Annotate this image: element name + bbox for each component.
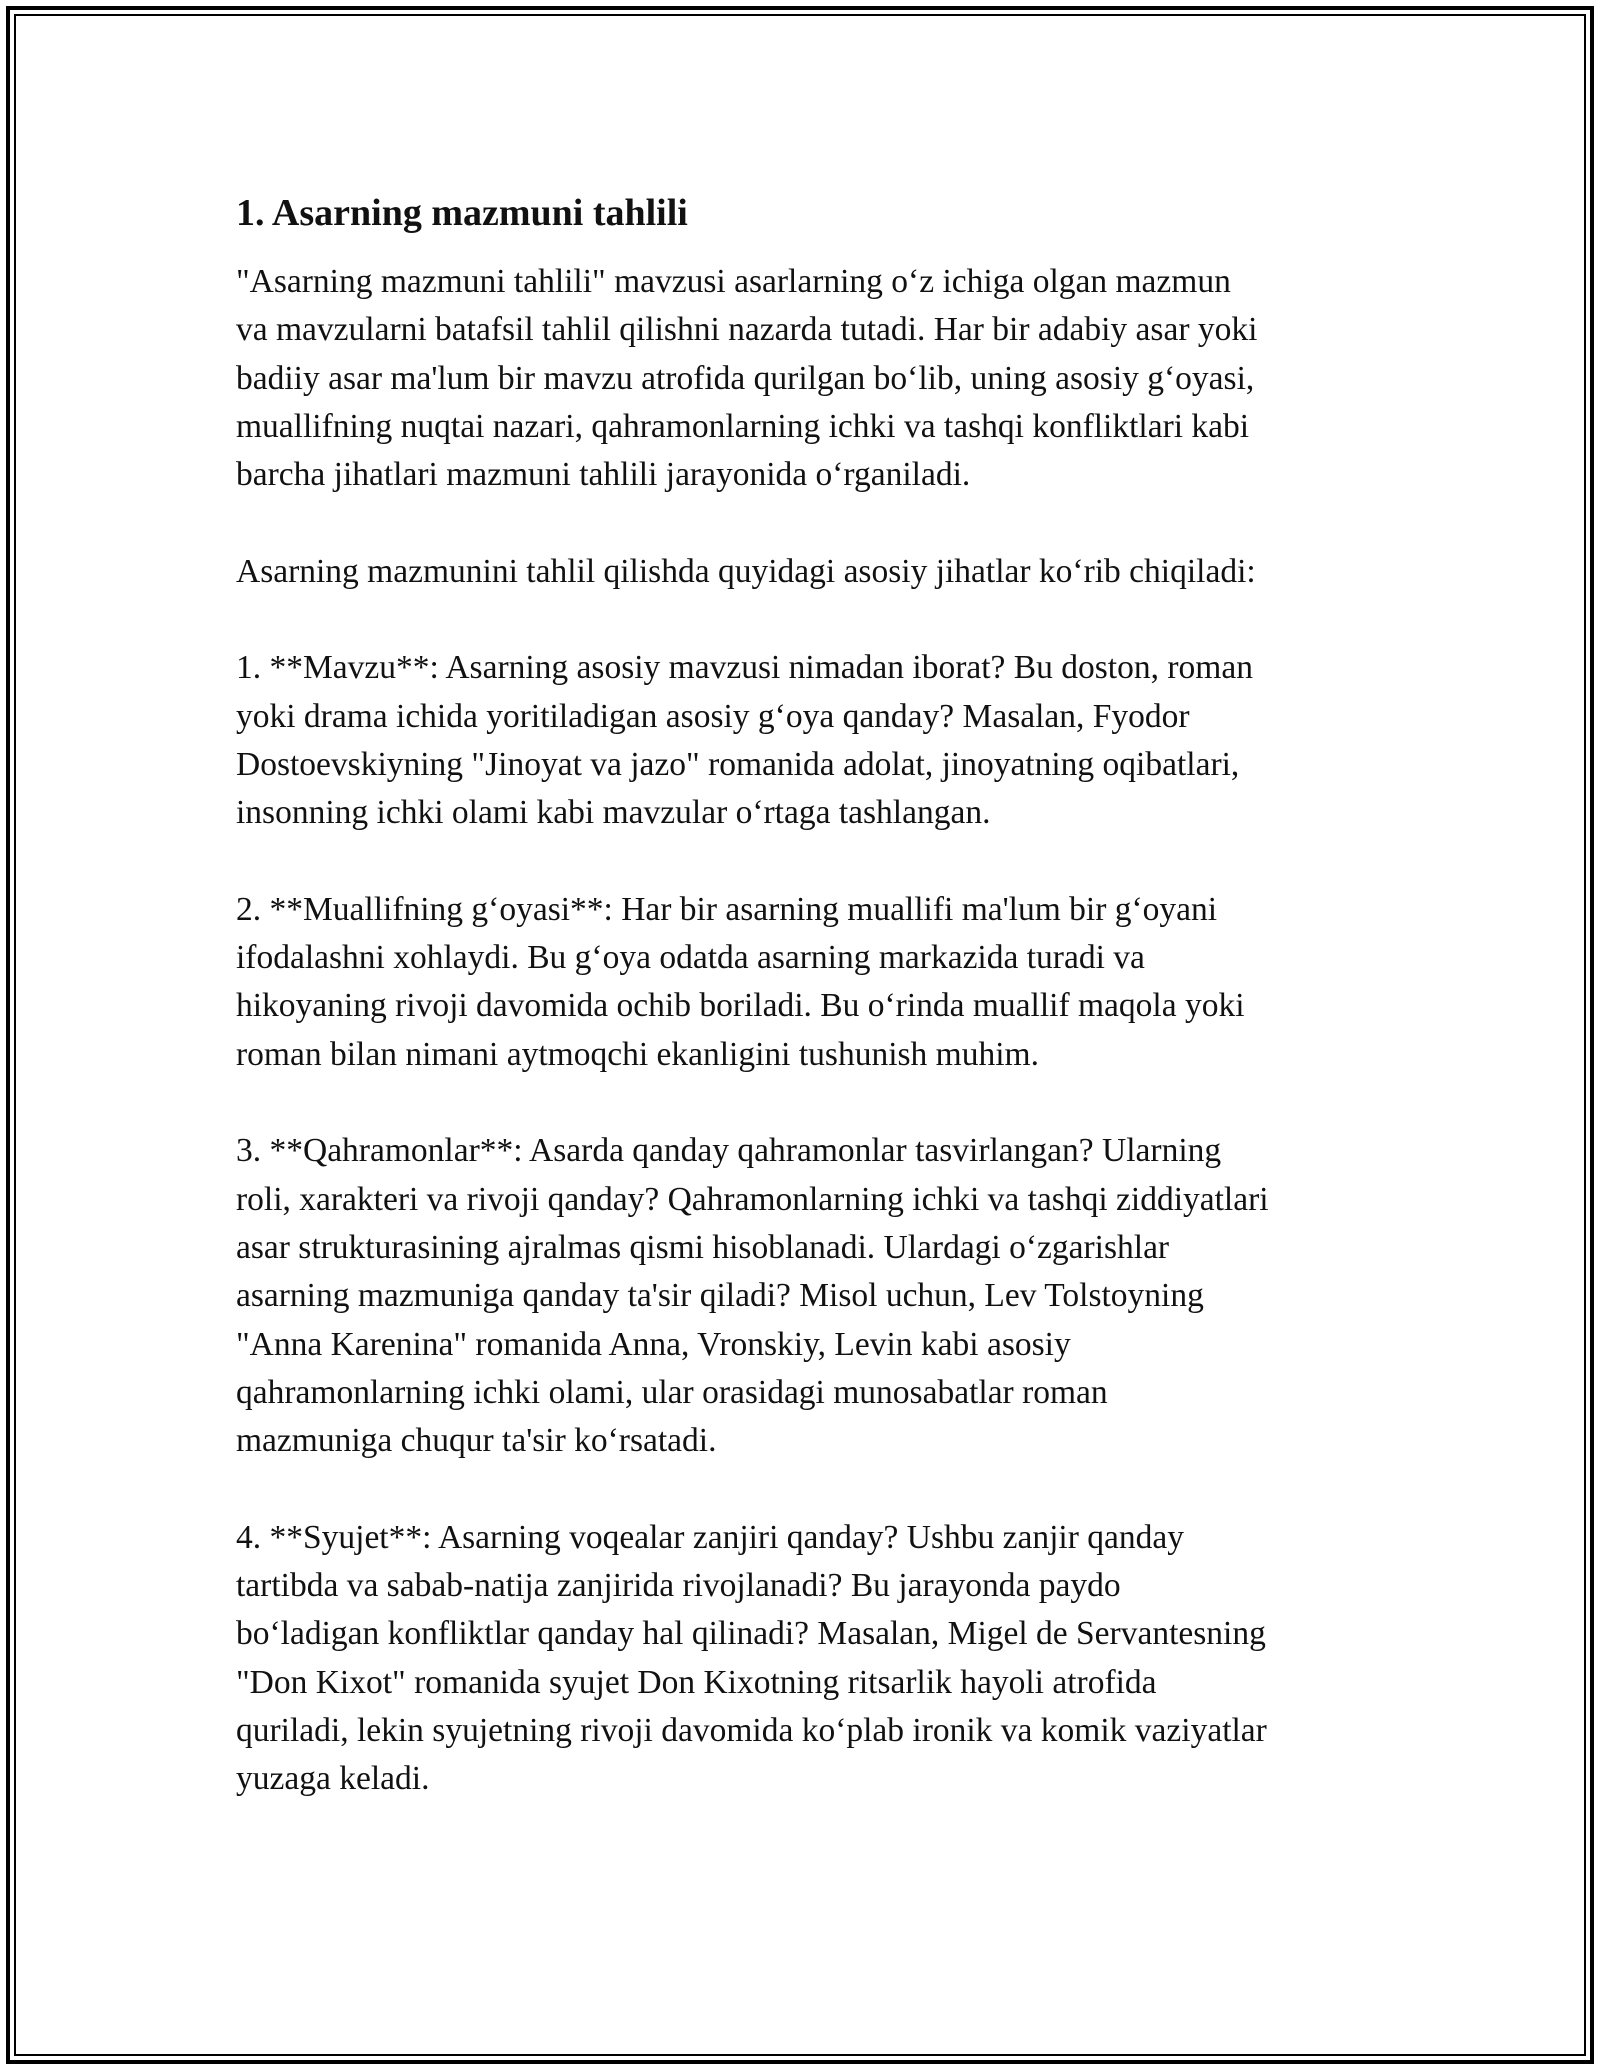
text-line: asar strukturasining ajralmas qismi hisoblanadi. Ulardagi o‘zgarishlar xyxy=(236,1228,1170,1266)
list-item-qahramonlar xyxy=(236,1127,1376,1465)
text-line: asarning mazmuniga qanday ta'sir qiladi? Misol uchun, Lev Tolstoyning xyxy=(236,1277,1204,1315)
text-line: va mavzularni batafsil tahlil qilishni nazarda tutadi. Har bir adabiy asar yoki xyxy=(236,311,1258,349)
text-line: "Anna Karenina" romanida Anna, Vronskiy, Levin kabi asosiy xyxy=(236,1325,1071,1363)
text-line: muallifning nuqtai nazari, qahramonlarning ichki va tashqi konfliktlari kabi xyxy=(236,407,1250,445)
text-line: qahramonlarning ichki olami, ular orasidagi munosabatlar roman xyxy=(236,1373,1108,1411)
text-line: bo‘ladigan konfliktlar qanday hal qilinadi? Masalan, Migel de Servantesning xyxy=(236,1615,1266,1653)
text-line: mazmuniga chuqur ta'sir ko‘rsatadi. xyxy=(236,1422,717,1460)
document-body xyxy=(236,188,1376,1852)
text-line: "Don Kixot" romanida syujet Don Kixotning ritsarlik hayoli atrofida xyxy=(236,1663,1157,1701)
text-line: quriladi, lekin syujetning rivoji davomida ko‘plab ironik va komik vaziyatlar xyxy=(236,1711,1267,1749)
text-line: insonning ichki olami kabi mavzular o‘rtaga tashlangan. xyxy=(236,794,991,832)
text-line: yuzaga keladi. xyxy=(236,1760,430,1798)
text-line: barcha jihatlari mazmuni tahlili jarayonida o‘rganiladi. xyxy=(236,456,971,494)
text-line: roman bilan nimani aytmoqchi ekanligini tushunish muhim. xyxy=(236,1035,1039,1073)
text-line: 1. **Mavzu**: Asarning asosiy mavzusi nimadan iborat? Bu doston, roman xyxy=(236,649,1253,687)
text-line: roli, xarakteri va rivoji qanday? Qahramonlarning ichki va tashqi ziddiyatlari xyxy=(236,1180,1269,1218)
text-line: 4. **Syujet**: Asarning voqealar zanjiri qanday? Ushbu zanjir qanday xyxy=(236,1518,1184,1556)
text-line: hikoyaning rivoji davomida ochib boriladi. Bu o‘rinda muallif maqola yoki xyxy=(236,987,1245,1025)
list-item-syujet xyxy=(236,1514,1376,1804)
list-item-muallifning-goyasi xyxy=(236,886,1376,1079)
intro-paragraph xyxy=(236,258,1376,499)
text-line: tartibda va sabab-natija zanjirida rivojlanadi? Bu jarayonda paydo xyxy=(236,1567,1121,1605)
lead-in-paragraph xyxy=(236,548,1376,596)
text-line: yoki drama ichida yoritiladigan asosiy g‘oya qanday? Masalan, Fyodor xyxy=(236,697,1190,735)
text-line: Dostoevskiyning "Jinoyat va jazo" romanida adolat, jinoyatning oqibatlari, xyxy=(236,745,1240,783)
text-line: Asarning mazmunini tahlil qilishda quyidagi asosiy jihatlar ko‘rib chiqiladi: xyxy=(236,552,1256,590)
text-line: ifodalashni xohlaydi. Bu g‘oya odatda asarning markazida turadi va xyxy=(236,939,1145,977)
text-line: badiiy asar ma'lum bir mavzu atrofida qurilgan bo‘lib, uning asosiy g‘oyasi, xyxy=(236,359,1255,397)
list-item-mavzu xyxy=(236,644,1376,837)
text-line: "Asarning mazmuni tahlili" mavzusi asarlarning o‘z ichiga olgan mazmun xyxy=(236,263,1231,300)
text-line: 2. **Muallifning g‘oyasi**: Har bir asarning muallifi ma'lum bir g‘oyani xyxy=(236,890,1218,928)
text-line: 3. **Qahramonlar**: Asarda qanday qahramonlar tasvirlangan? Ularning xyxy=(236,1132,1222,1170)
section-heading: 1. Asarning mazmuni tahlili xyxy=(236,192,688,234)
